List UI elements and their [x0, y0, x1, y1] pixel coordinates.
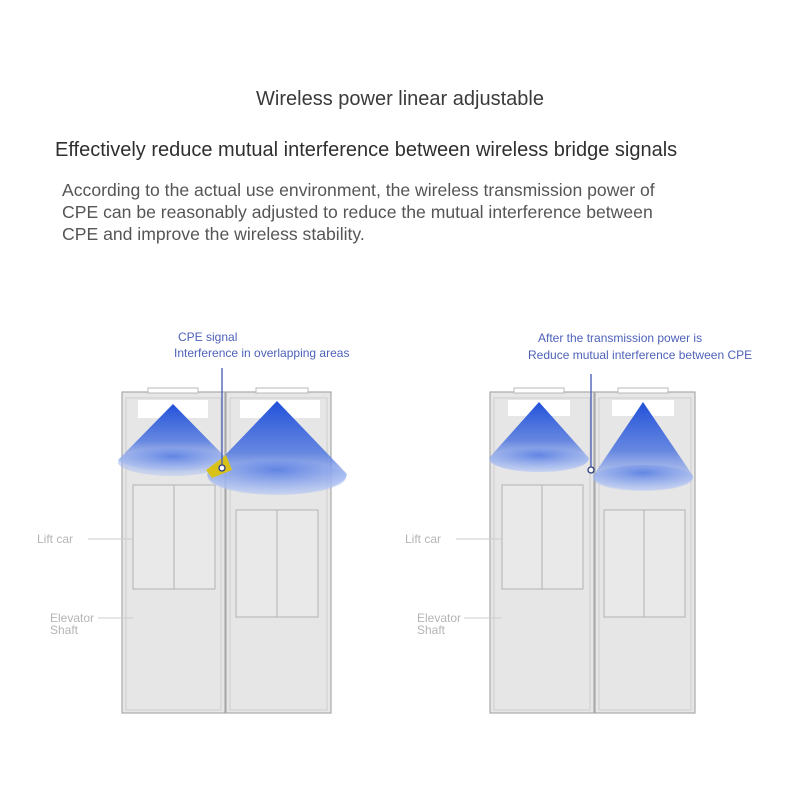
- shaft-label: Shaft: [50, 623, 79, 637]
- shaft-label: Elevator: [50, 611, 95, 625]
- lift-car-label: Lift car: [405, 532, 442, 546]
- callout-label: Interference in overlapping areas: [174, 346, 350, 360]
- signal-coverage: [490, 448, 588, 472]
- page-title: Wireless power linear adjustable: [256, 88, 544, 110]
- left-diagram: [37, 330, 349, 713]
- callout-label: Reduce mutual interference between CPE: [528, 348, 753, 362]
- right-diagram: [405, 331, 752, 713]
- signal-coverage: [593, 465, 693, 491]
- page-subtitle: Effectively reduce mutual interference between wireless bridge signals: [55, 139, 678, 161]
- cpe-device: [514, 388, 564, 393]
- callout-label: CPE signal: [178, 330, 238, 344]
- cpe-device: [256, 388, 308, 393]
- callout-label: After the transmission power is: [538, 331, 703, 345]
- cpe-device: [148, 388, 198, 393]
- cpe-device: [618, 388, 668, 393]
- shaft-label: Shaft: [417, 623, 446, 637]
- page-description: According to the actual use environment, the wireless transmission power of CPE can be reasonably adjusted to reduce the mutual interference between CPE and improve the wireless stability.: [62, 180, 655, 244]
- lift-car-label: Lift car: [37, 532, 74, 546]
- shaft-label: Elevator: [417, 611, 462, 625]
